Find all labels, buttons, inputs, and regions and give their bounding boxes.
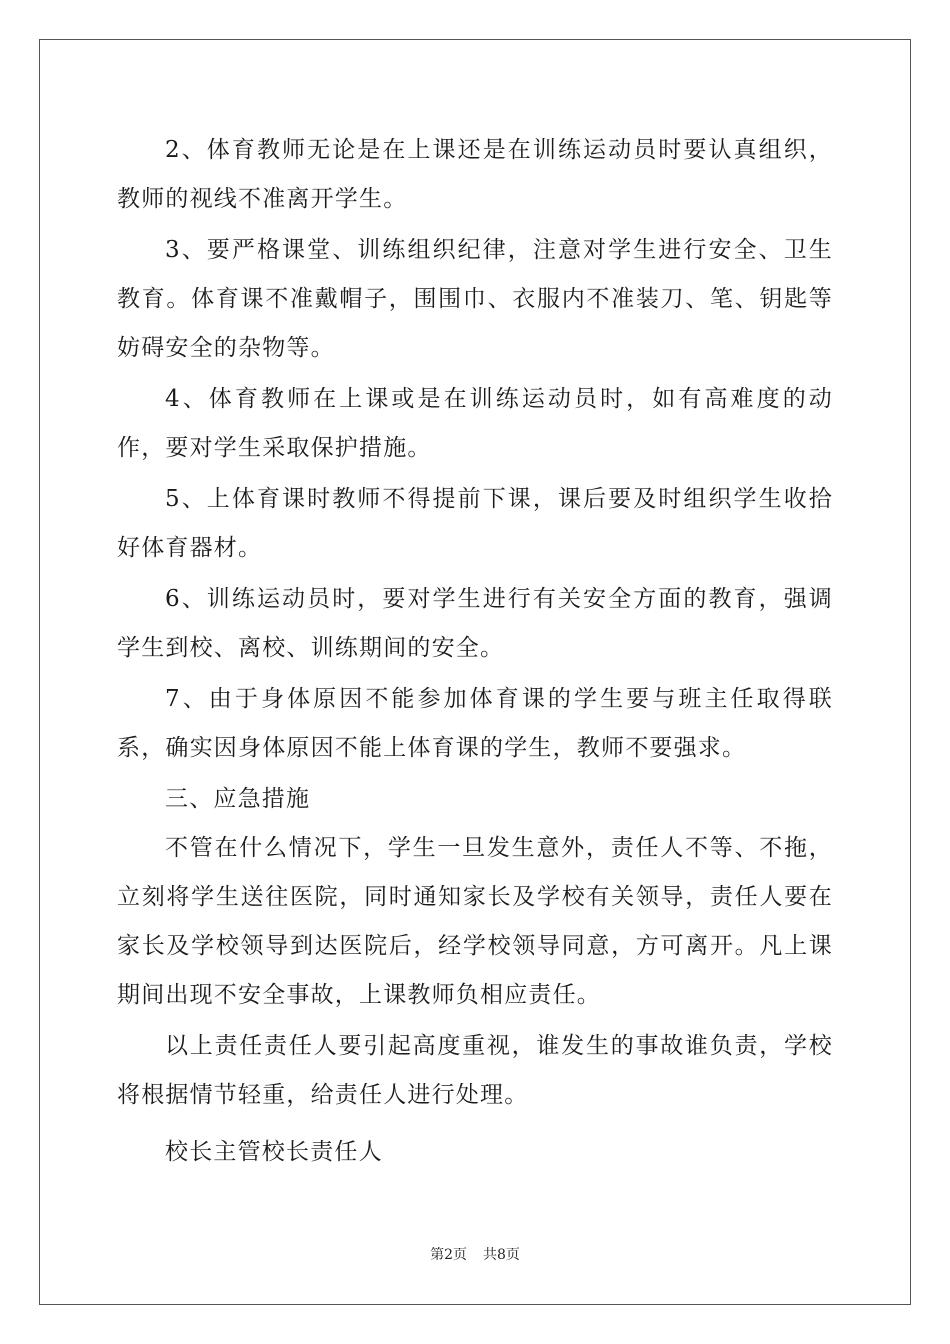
document-body bbox=[117, 126, 833, 1177]
section-heading: 三、应急措施 bbox=[165, 786, 311, 812]
page-number: 第2页 bbox=[430, 1247, 467, 1263]
paragraph-item-3: 3、要严格课堂、训练组织纪律，注意对学生进行安全、卫生教育。体育课不准戴帽子，围围巾、衣服内不准装刀、笔、钥匙等妨碍安全的杂物等。 bbox=[117, 237, 833, 361]
responsibility-paragraph: 以上责任责任人要引起高度重视，谁发生的事故谁负责，学校将根据情节轻重，给责任人进行处理。 bbox=[117, 1033, 833, 1108]
emergency-paragraph: 不管在什么情况下，学生一旦发生意外，责任人不等、不拖，立刻将学生送往医院，同时通知家长及学校有关领导，责任人要在家长及学校领导到达医院后，经学校领导同意，方可离开。凡上课期间出现不安全事故，上课教师负相应责任。 bbox=[117, 835, 833, 1008]
signature-line: 校长主管校长责任人 bbox=[165, 1139, 383, 1165]
page-footer bbox=[0, 1244, 950, 1264]
page-total: 共8页 bbox=[483, 1247, 520, 1263]
paragraph-item-7: 7、由于身体原因不能参加体育课的学生要与班主任取得联系，确实因身体原因不能上体育课的学生，教师不要强求。 bbox=[117, 686, 833, 761]
paragraph-item-5: 5、上体育课时教师不得提前下课，课后要及时组织学生收拾好体育器材。 bbox=[117, 486, 833, 561]
paragraph-item-2: 2、体育教师无论是在上课还是在训练运动员时要认真组织，教师的视线不准离开学生。 bbox=[117, 137, 833, 212]
paragraph-item-4: 4、体育教师在上课或是在训练运动员时，如有高难度的动作，要对学生采取保护措施。 bbox=[117, 386, 833, 461]
paragraph-item-6: 6、训练运动员时，要对学生进行有关安全方面的教育，强调学生到校、离校、训练期间的安全。 bbox=[117, 586, 833, 661]
